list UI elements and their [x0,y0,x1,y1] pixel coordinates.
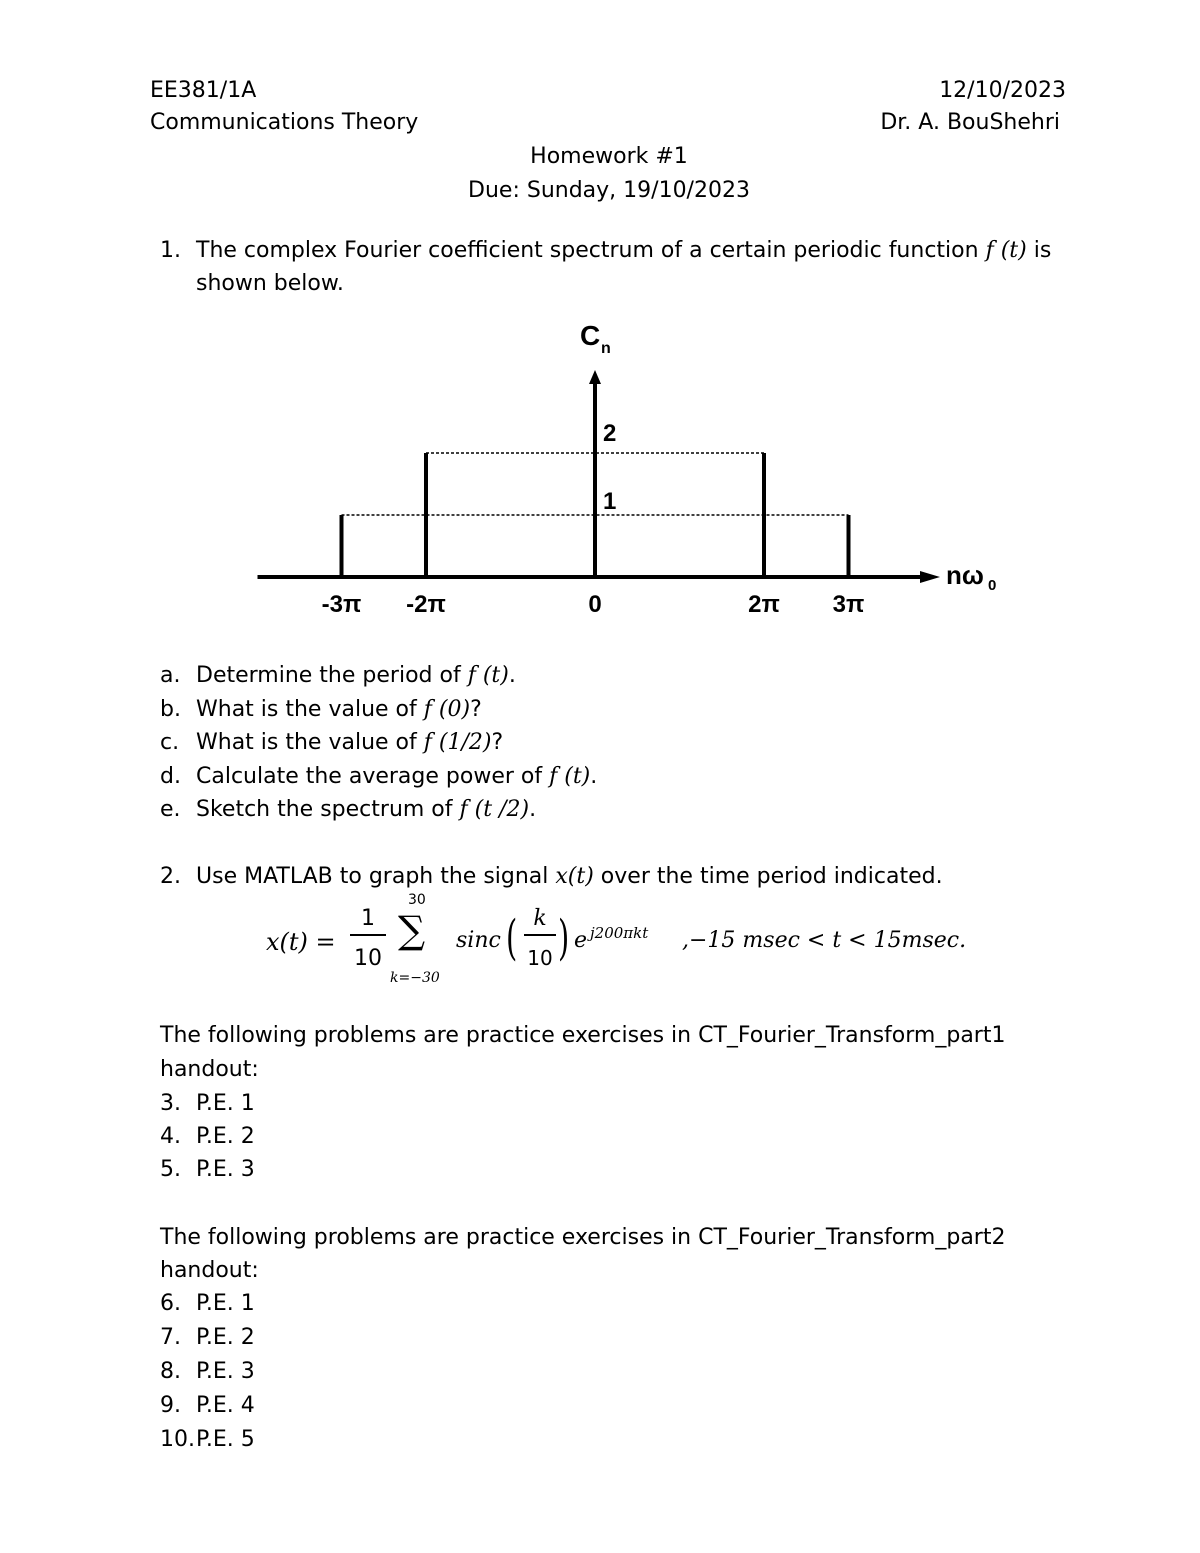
homework-title: Homework #1 [530,144,688,169]
part-question [196,799,536,821]
part2-item-text: P.E. 4 [196,1393,255,1418]
equation-paren-left: ( [506,910,518,966]
part-label: d. [160,763,181,789]
x-axis-label-sub: 0 [988,577,997,594]
equation-lhs: x(t) = [266,928,336,956]
equation-sum-symbol: ∑ [398,908,426,952]
x-tick-label: 0 [588,591,602,618]
part-question-pre: Calculate the average power of [196,763,550,789]
x-tick-label: -3π [321,591,362,618]
part1-item-text: P.E. 3 [196,1157,255,1182]
x-axis-arrow [920,571,940,583]
part-question-math: f (1/2) [423,730,492,755]
part-question-post: . [529,797,537,822]
problem-2-text [196,866,943,888]
section-part1-line2: handout: [160,1057,259,1082]
part-question-post: ? [470,696,482,722]
problem-1-number: 1. [160,238,181,263]
section-part2-line2: handout: [160,1258,259,1283]
spectrum-chart [0,0,1200,640]
course-code: EE381/1A [150,78,257,103]
part-question-pre: What is the value of [196,696,424,722]
part-question-math: f (t /2) [459,797,530,822]
header-date: 12/10/2023 [939,78,1066,103]
part2-item-text: P.E. 3 [196,1359,255,1384]
equation-frac-denominator: 10 [354,946,382,971]
section-part2-line1: The following problems are practice exercises in CT_Fourier_Transform_part2 [160,1225,1006,1250]
part2-item-number: 9. [160,1393,181,1418]
part-question [196,763,598,789]
value-annotation: 2 [603,420,617,447]
part-label: e. [160,797,181,822]
equation-sum-upper: 30 [408,892,426,908]
equation-paren-right: ) [558,910,570,966]
part1-item-number: 4. [160,1124,181,1149]
part-label: c. [160,730,180,755]
y-axis-arrow [589,370,601,384]
part-question-post: . [590,763,598,789]
x-tick-label: 3π [832,591,865,618]
part2-item-text: P.E. 2 [196,1325,255,1350]
x-axis-label: nω [946,560,984,590]
part-question-math: f (0) [423,696,471,722]
part1-item-number: 3. [160,1091,181,1116]
equation-paren-bar [524,934,556,936]
course-name: Communications Theory [150,110,419,135]
equation-sinc: sinc [456,928,501,953]
part2-item-number: 8. [160,1359,181,1384]
problem-1-text-post: is [1026,238,1052,263]
equation-paren-numerator: k [533,906,547,931]
equation-sum-lower: k=−30 [390,970,440,986]
part1-item-number: 5. [160,1157,181,1182]
part2-item-number: 6. [160,1291,181,1316]
part-question-pre: What is the value of [196,730,424,755]
part-question [196,732,503,754]
equation-frac-numerator: 1 [361,906,375,931]
problem-2-signal: x(t) [555,864,594,889]
equation-paren-denominator: 10 [527,946,553,970]
problem-2-text-post: over the time period indicated. [593,864,943,889]
instructor-name: Dr. A. BouShehri [880,110,1060,135]
part-question-post: . [508,663,516,688]
part-question-post: ? [491,730,504,755]
y-axis-label: C [580,320,601,351]
part2-item-number: 10. [160,1427,195,1452]
value-annotation: 1 [603,488,617,515]
equation-exponent: j200πkt [590,924,649,942]
part-label: b. [160,696,181,722]
part2-item-text: P.E. 5 [196,1427,255,1452]
x-tick-label: -2π [406,591,446,618]
problem-1-text-line2: shown below. [196,271,344,296]
equation-frac-bar [350,934,386,936]
part-label: a. [160,663,181,688]
part2-item-text: P.E. 1 [196,1291,255,1316]
part1-item-text: P.E. 1 [196,1091,255,1116]
x-tick-label: 2π [748,591,780,618]
problem-2-equation [0,890,1200,990]
due-date: Due: Sunday, 19/10/2023 [468,178,750,203]
equation-range: ,−15 msec < t < 15msec. [682,928,967,953]
part-question-pre: Determine the period of [196,663,468,688]
problem-1-func: f (t) [985,238,1027,263]
section-part1-line1: The following problems are practice exercises in CT_Fourier_Transform_part1 [160,1023,1006,1048]
part-question-pre: Sketch the spectrum of [196,797,460,822]
part-question [196,665,516,687]
part-question-math: f (t) [549,763,591,789]
part-question-math: f (t) [467,663,509,688]
part-question [196,696,482,722]
problem-2-number: 2. [160,864,181,889]
problem-1-text-pre: The complex Fourier coefficient spectrum of a certain periodic function [196,238,986,263]
problem-2-text-pre: Use MATLAB to graph the signal [196,864,556,889]
y-axis-label-sub: n [601,340,611,357]
part1-item-text: P.E. 2 [196,1124,255,1149]
equation-exp-base: e [574,928,588,953]
part2-item-number: 7. [160,1325,181,1350]
chart-layer [258,320,997,618]
